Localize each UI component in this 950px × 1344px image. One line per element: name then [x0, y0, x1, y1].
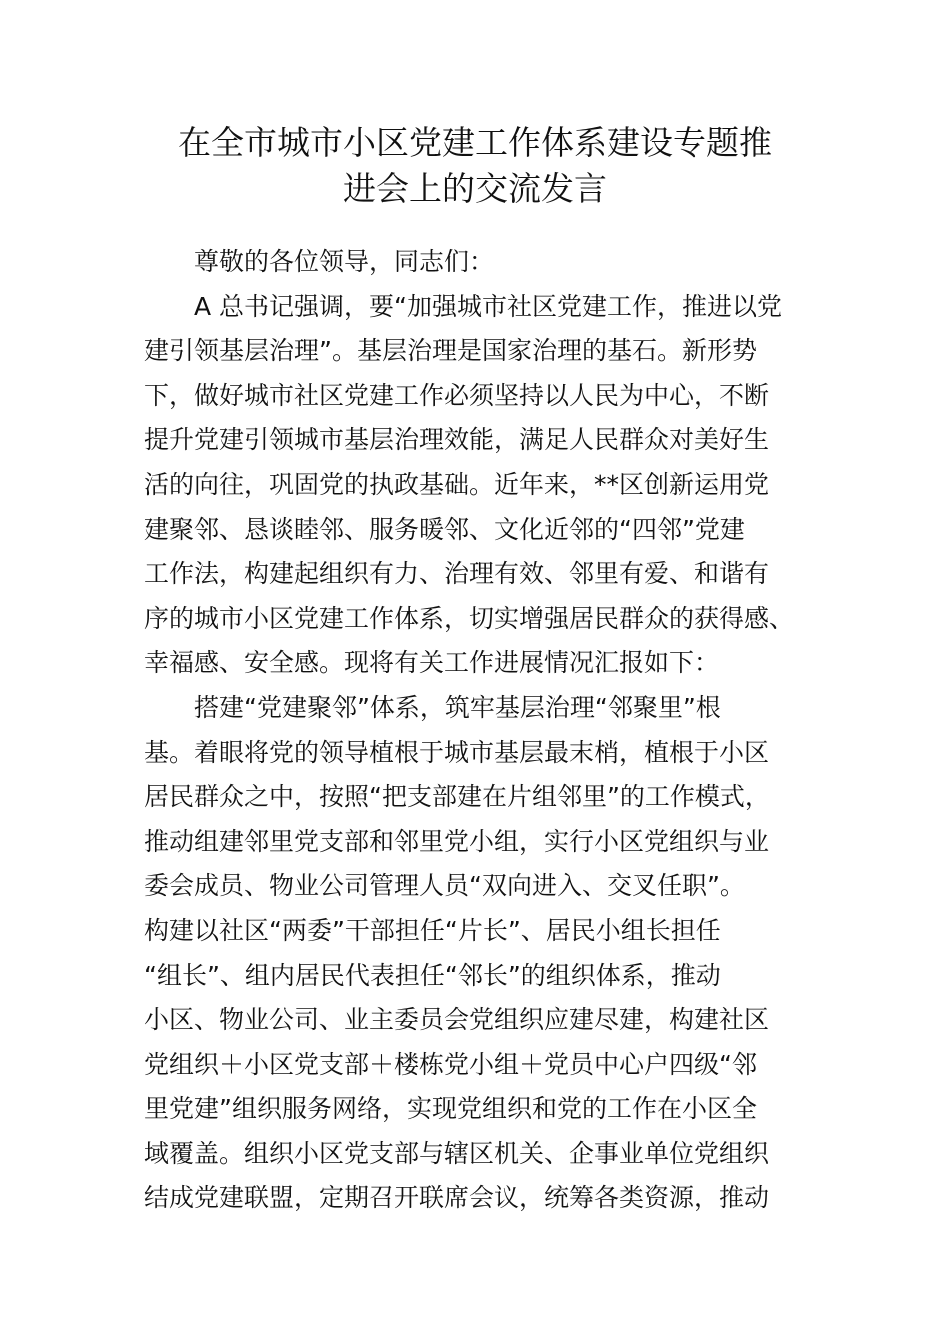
body-line: 推动组建邻里党支部和邻里党小组，实行小区党组织与业	[144, 826, 770, 856]
body-line: 尊敬的各位领导，同志们：	[194, 247, 495, 276]
body-line: 搭建“党建聚邻”体系，筑牢基层治理“邻聚里”根	[194, 692, 721, 722]
body-line: A 总书记强调，要“加强城市社区党建工作，推进以党	[194, 291, 783, 321]
document-body	[144, 240, 814, 1221]
body-line: 基。着眼将党的领导植根于城市基层最末梢，植根于小区	[144, 737, 770, 767]
body-line: 序的城市小区党建工作体系，切实增强居民群众的获得感、	[144, 603, 795, 633]
body-line: 幸福感、安全感。现将有关工作进展情况汇报如下：	[144, 648, 720, 678]
body-line: 党组织＋小区党支部＋楼栋党小组＋党员中心户四级“邻	[144, 1049, 757, 1079]
body-line: 活的向往，巩固党的执政基础。近年来，**区创新运用党	[144, 469, 770, 499]
body-line: 提升党建引领城市基层治理效能，满足人民群众对美好生	[144, 425, 770, 455]
body-line: 构建以社区“两委”干部担任“片长”、居民小组长担任	[144, 915, 721, 945]
body-line: 下，做好城市社区党建工作必须坚持以人民为中心，不断	[144, 380, 770, 410]
body-line: 建聚邻、恳谈睦邻、服务暖邻、文化近邻的“四邻”党建	[144, 514, 745, 544]
body-line: 委会成员、物业公司管理人员“双向进入、交叉任职”。	[144, 871, 745, 901]
body-line: 里党建”组织服务网络，实现党组织和党的工作在小区全	[144, 1094, 757, 1124]
body-line: 建引领基层治理”。基层治理是国家治理的基石。新形势	[144, 336, 757, 366]
body-line: 结成党建联盟，定期召开联席会议，统筹各类资源，推动	[144, 1183, 770, 1213]
body-line: 小区、物业公司、业主委员会党组织应建尽建，构建社区	[144, 1005, 770, 1035]
body-line: 工作法，构建起组织有力、治理有效、邻里有爱、和谐有	[144, 559, 770, 589]
body-line: 域覆盖。组织小区党支部与辖区机关、企事业单位党组织	[144, 1138, 770, 1168]
body-line: 居民群众之中，按照“把支部建在片组邻里”的工作模式，	[144, 782, 770, 812]
title-line: 在全市城市小区党建工作体系建设专题推	[178, 123, 772, 162]
body-line: “组长”、组内居民代表担任“邻长”的组织体系，推动	[144, 960, 721, 990]
document-title	[140, 120, 810, 212]
title-line: 进会上的交流发言	[343, 169, 607, 208]
